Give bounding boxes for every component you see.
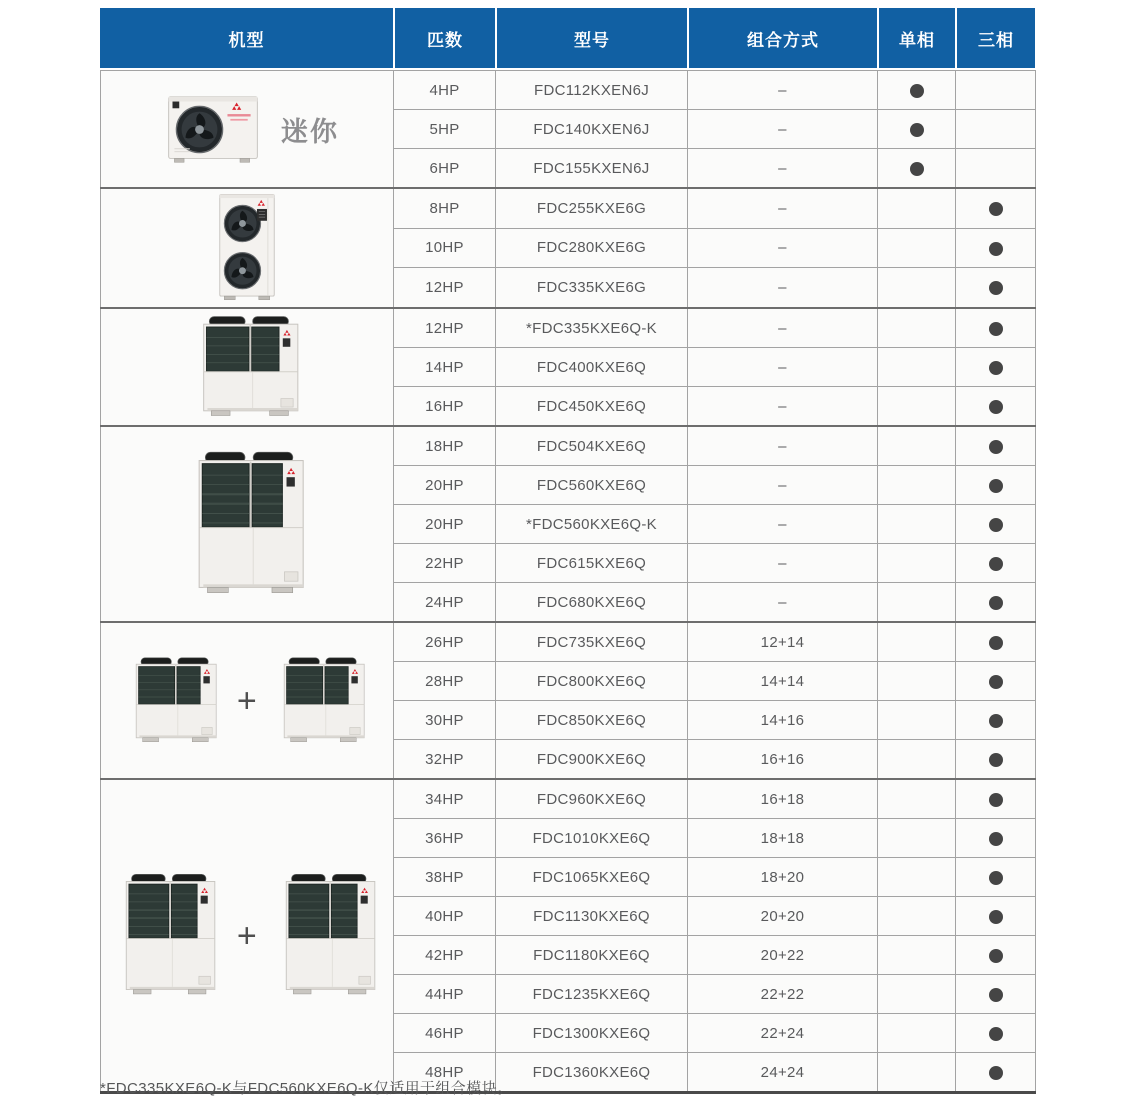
combo-cell: 16+16 bbox=[688, 740, 878, 780]
three-phase-cell bbox=[956, 426, 1036, 466]
hp-cell: 22HP bbox=[394, 544, 496, 583]
three-phase-cell bbox=[956, 466, 1036, 505]
model-cell: FDC615KXE6Q bbox=[496, 544, 688, 583]
combo-cell: 24+24 bbox=[688, 1053, 878, 1093]
model-cell: FDC504KXE6Q bbox=[496, 426, 688, 466]
col-header-single-phase: 单相 bbox=[877, 8, 955, 68]
three-phase-cell bbox=[956, 544, 1036, 583]
single-phase-cell bbox=[878, 740, 956, 780]
phase-dot bbox=[989, 281, 1003, 295]
hp-cell: 12HP bbox=[394, 268, 496, 308]
model-cell: FDC1180KXE6Q bbox=[496, 936, 688, 975]
unit-illustration bbox=[101, 311, 393, 424]
single-phase-cell bbox=[878, 897, 956, 936]
hp-cell: 5HP bbox=[394, 110, 496, 149]
hp-cell: 18HP bbox=[394, 426, 496, 466]
combo-cell: – bbox=[688, 268, 878, 308]
combo-cell: – bbox=[688, 110, 878, 149]
single-phase-cell bbox=[878, 583, 956, 623]
hp-cell: 36HP bbox=[394, 819, 496, 858]
unit-illustration bbox=[101, 653, 393, 749]
hp-cell: 30HP bbox=[394, 701, 496, 740]
phase-dot bbox=[989, 988, 1003, 1002]
model-cell: FDC800KXE6Q bbox=[496, 662, 688, 701]
footnote: *FDC335KXE6Q-K与FDC560KXE6Q-K仅适用于组合模块。 bbox=[100, 1080, 513, 1097]
single-phase-cell bbox=[878, 1053, 956, 1093]
single-phase-cell bbox=[878, 188, 956, 228]
single-phase-cell bbox=[878, 701, 956, 740]
three-phase-cell bbox=[956, 975, 1036, 1014]
phase-dot bbox=[989, 1027, 1003, 1041]
spec-table-body bbox=[101, 71, 1036, 1093]
single-phase-cell bbox=[878, 544, 956, 583]
hp-cell: 24HP bbox=[394, 583, 496, 623]
phase-dot bbox=[910, 162, 924, 176]
model-cell: FDC155KXEN6J bbox=[496, 149, 688, 189]
col-header-model-type: 机型 bbox=[228, 30, 265, 50]
phase-dot bbox=[989, 518, 1003, 532]
single-phase-cell bbox=[878, 505, 956, 544]
three-phase-cell bbox=[956, 701, 1036, 740]
col-header-combination: 组合方式 bbox=[687, 8, 877, 68]
model-cell: FDC400KXE6Q bbox=[496, 348, 688, 387]
hp-cell: 14HP bbox=[394, 348, 496, 387]
outdoor-unit-module-icon bbox=[117, 653, 229, 749]
model-cell: FDC1300KXE6Q bbox=[496, 1014, 688, 1053]
combo-cell: 18+18 bbox=[688, 819, 878, 858]
col-header-three-phase: 三相 bbox=[955, 8, 1035, 68]
hp-cell: 32HP bbox=[394, 740, 496, 780]
spec-table-grid bbox=[100, 70, 1036, 1094]
phase-dot bbox=[989, 361, 1003, 375]
model-cell: *FDC335KXE6Q-K bbox=[496, 308, 688, 348]
model-cell: FDC280KXE6G bbox=[496, 228, 688, 268]
phase-dot bbox=[989, 479, 1003, 493]
combo-cell: – bbox=[688, 544, 878, 583]
phase-dot bbox=[989, 440, 1003, 454]
combo-cell: 14+14 bbox=[688, 662, 878, 701]
phase-dot bbox=[989, 202, 1003, 216]
single-phase-cell bbox=[878, 387, 956, 427]
model-cell: FDC255KXE6G bbox=[496, 188, 688, 228]
unit-image-cell bbox=[101, 779, 394, 1093]
unit-image-cell bbox=[101, 308, 394, 426]
phase-dot bbox=[989, 322, 1003, 336]
unit-image-cell bbox=[101, 188, 394, 308]
combo-cell: – bbox=[688, 583, 878, 623]
three-phase-cell bbox=[956, 1014, 1036, 1053]
model-cell: FDC1235KXE6Q bbox=[496, 975, 688, 1014]
model-cell: FDC1065KXE6Q bbox=[496, 858, 688, 897]
single-phase-cell bbox=[878, 426, 956, 466]
single-phase-cell bbox=[878, 936, 956, 975]
model-cell: FDC900KXE6Q bbox=[496, 740, 688, 780]
hp-cell: 38HP bbox=[394, 858, 496, 897]
combo-cell: – bbox=[688, 71, 878, 110]
single-phase-cell bbox=[878, 779, 956, 819]
combo-cell: – bbox=[688, 149, 878, 189]
phase-dot bbox=[989, 753, 1003, 767]
model-cell: FDC960KXE6Q bbox=[496, 779, 688, 819]
col-header-model-number: 型号 bbox=[495, 8, 687, 68]
outdoor-unit-dualfan-icon bbox=[197, 189, 297, 307]
combo-cell: 20+20 bbox=[688, 897, 878, 936]
hp-cell: 40HP bbox=[394, 897, 496, 936]
three-phase-cell bbox=[956, 779, 1036, 819]
phase-dot bbox=[989, 1066, 1003, 1080]
table-row bbox=[101, 188, 1036, 228]
phase-dot bbox=[910, 123, 924, 137]
table-row bbox=[101, 71, 1036, 110]
single-phase-cell bbox=[878, 348, 956, 387]
model-cell: FDC112KXEN6J bbox=[496, 71, 688, 110]
phase-dot bbox=[989, 636, 1003, 650]
three-phase-cell bbox=[956, 228, 1036, 268]
model-cell: FDC850KXE6Q bbox=[496, 701, 688, 740]
table-row bbox=[101, 426, 1036, 466]
combo-cell: 22+22 bbox=[688, 975, 878, 1014]
hp-cell: 4HP bbox=[394, 71, 496, 110]
phase-dot bbox=[989, 675, 1003, 689]
three-phase-cell bbox=[956, 819, 1036, 858]
combo-cell: 18+20 bbox=[688, 858, 878, 897]
phase-dot bbox=[989, 400, 1003, 414]
hp-cell: 6HP bbox=[394, 149, 496, 189]
model-cell: FDC1360KXE6Q bbox=[496, 1053, 688, 1093]
outdoor-unit-mini-icon bbox=[155, 89, 271, 170]
three-phase-cell bbox=[956, 622, 1036, 662]
three-phase-cell bbox=[956, 1053, 1036, 1093]
hp-cell: 48HP bbox=[394, 1053, 496, 1093]
model-cell: FDC140KXEN6J bbox=[496, 110, 688, 149]
model-cell: FDC560KXE6Q bbox=[496, 466, 688, 505]
single-phase-cell bbox=[878, 110, 956, 149]
phase-dot bbox=[989, 596, 1003, 610]
hp-cell: 26HP bbox=[394, 622, 496, 662]
three-phase-cell bbox=[956, 740, 1036, 780]
hp-cell: 34HP bbox=[394, 779, 496, 819]
outdoor-unit-module-tall-icon bbox=[265, 869, 389, 1002]
three-phase-cell bbox=[956, 387, 1036, 427]
single-phase-cell bbox=[878, 975, 956, 1014]
hp-cell: 46HP bbox=[394, 1014, 496, 1053]
hp-cell: 44HP bbox=[394, 975, 496, 1014]
combo-cell: – bbox=[688, 228, 878, 268]
combo-cell: 16+18 bbox=[688, 779, 878, 819]
three-phase-cell bbox=[956, 268, 1036, 308]
three-phase-cell bbox=[956, 110, 1036, 149]
combo-cell: 22+24 bbox=[688, 1014, 878, 1053]
single-phase-cell bbox=[878, 228, 956, 268]
table-row bbox=[101, 308, 1036, 348]
hp-cell: 42HP bbox=[394, 936, 496, 975]
single-phase-cell bbox=[878, 1014, 956, 1053]
hp-cell: 10HP bbox=[394, 228, 496, 268]
model-cell: FDC680KXE6Q bbox=[496, 583, 688, 623]
plus-sign: + bbox=[236, 916, 258, 955]
hp-cell: 28HP bbox=[394, 662, 496, 701]
phase-dot bbox=[989, 910, 1003, 924]
combo-cell: – bbox=[688, 387, 878, 427]
phase-dot bbox=[910, 84, 924, 98]
combo-cell: – bbox=[688, 188, 878, 228]
unit-image-cell bbox=[101, 426, 394, 622]
three-phase-cell bbox=[956, 188, 1036, 228]
phase-dot bbox=[989, 793, 1003, 807]
unit-image-cell bbox=[101, 622, 394, 779]
phase-dot bbox=[989, 949, 1003, 963]
unit-illustration bbox=[101, 189, 393, 307]
model-cell: *FDC560KXE6Q-K bbox=[496, 505, 688, 544]
table-row bbox=[101, 622, 1036, 662]
single-phase-cell bbox=[878, 858, 956, 897]
unit-illustration bbox=[101, 869, 393, 1002]
three-phase-cell bbox=[956, 858, 1036, 897]
single-phase-cell bbox=[878, 819, 956, 858]
model-cell: FDC735KXE6Q bbox=[496, 622, 688, 662]
single-phase-cell bbox=[878, 466, 956, 505]
model-cell: FDC1010KXE6Q bbox=[496, 819, 688, 858]
three-phase-cell bbox=[956, 308, 1036, 348]
model-cell: FDC450KXE6Q bbox=[496, 387, 688, 427]
three-phase-cell bbox=[956, 71, 1036, 110]
plus-sign: + bbox=[236, 681, 258, 720]
model-cell: FDC335KXE6G bbox=[496, 268, 688, 308]
hp-cell: 20HP bbox=[394, 466, 496, 505]
combo-cell: – bbox=[688, 308, 878, 348]
phase-dot bbox=[989, 714, 1003, 728]
combo-cell: 20+22 bbox=[688, 936, 878, 975]
hp-cell: 20HP bbox=[394, 505, 496, 544]
single-phase-cell bbox=[878, 268, 956, 308]
three-phase-cell bbox=[956, 348, 1036, 387]
three-phase-cell bbox=[956, 662, 1036, 701]
combo-cell: 14+16 bbox=[688, 701, 878, 740]
combo-cell: 12+14 bbox=[688, 622, 878, 662]
phase-dot bbox=[989, 871, 1003, 885]
spec-table bbox=[100, 8, 1035, 1094]
col-header-hp: 匹数 bbox=[393, 8, 495, 68]
outdoor-unit-module-tall-icon bbox=[174, 446, 320, 602]
three-phase-cell bbox=[956, 936, 1036, 975]
combo-cell: – bbox=[688, 426, 878, 466]
outdoor-unit-module-icon bbox=[265, 653, 377, 749]
three-phase-cell bbox=[956, 583, 1036, 623]
hp-cell: 12HP bbox=[394, 308, 496, 348]
combo-cell: – bbox=[688, 348, 878, 387]
single-phase-cell bbox=[878, 149, 956, 189]
three-phase-cell bbox=[956, 897, 1036, 936]
unit-illustration bbox=[101, 89, 393, 170]
unit-illustration bbox=[101, 446, 393, 602]
three-phase-cell bbox=[956, 149, 1036, 189]
outdoor-unit-module-tall-icon bbox=[105, 869, 229, 1002]
table-row bbox=[101, 779, 1036, 819]
phase-dot bbox=[989, 242, 1003, 256]
hp-cell: 8HP bbox=[394, 188, 496, 228]
single-phase-cell bbox=[878, 308, 956, 348]
combo-cell: – bbox=[688, 466, 878, 505]
model-cell: FDC1130KXE6Q bbox=[496, 897, 688, 936]
mini-series-label: 迷你 bbox=[281, 116, 339, 147]
single-phase-cell bbox=[878, 662, 956, 701]
single-phase-cell bbox=[878, 71, 956, 110]
unit-image-cell bbox=[101, 71, 394, 189]
three-phase-cell bbox=[956, 505, 1036, 544]
single-phase-cell bbox=[878, 622, 956, 662]
table-header-row bbox=[100, 8, 1035, 68]
phase-dot bbox=[989, 832, 1003, 846]
phase-dot bbox=[989, 557, 1003, 571]
outdoor-unit-module-icon bbox=[181, 311, 313, 424]
hp-cell: 16HP bbox=[394, 387, 496, 427]
combo-cell: – bbox=[688, 505, 878, 544]
